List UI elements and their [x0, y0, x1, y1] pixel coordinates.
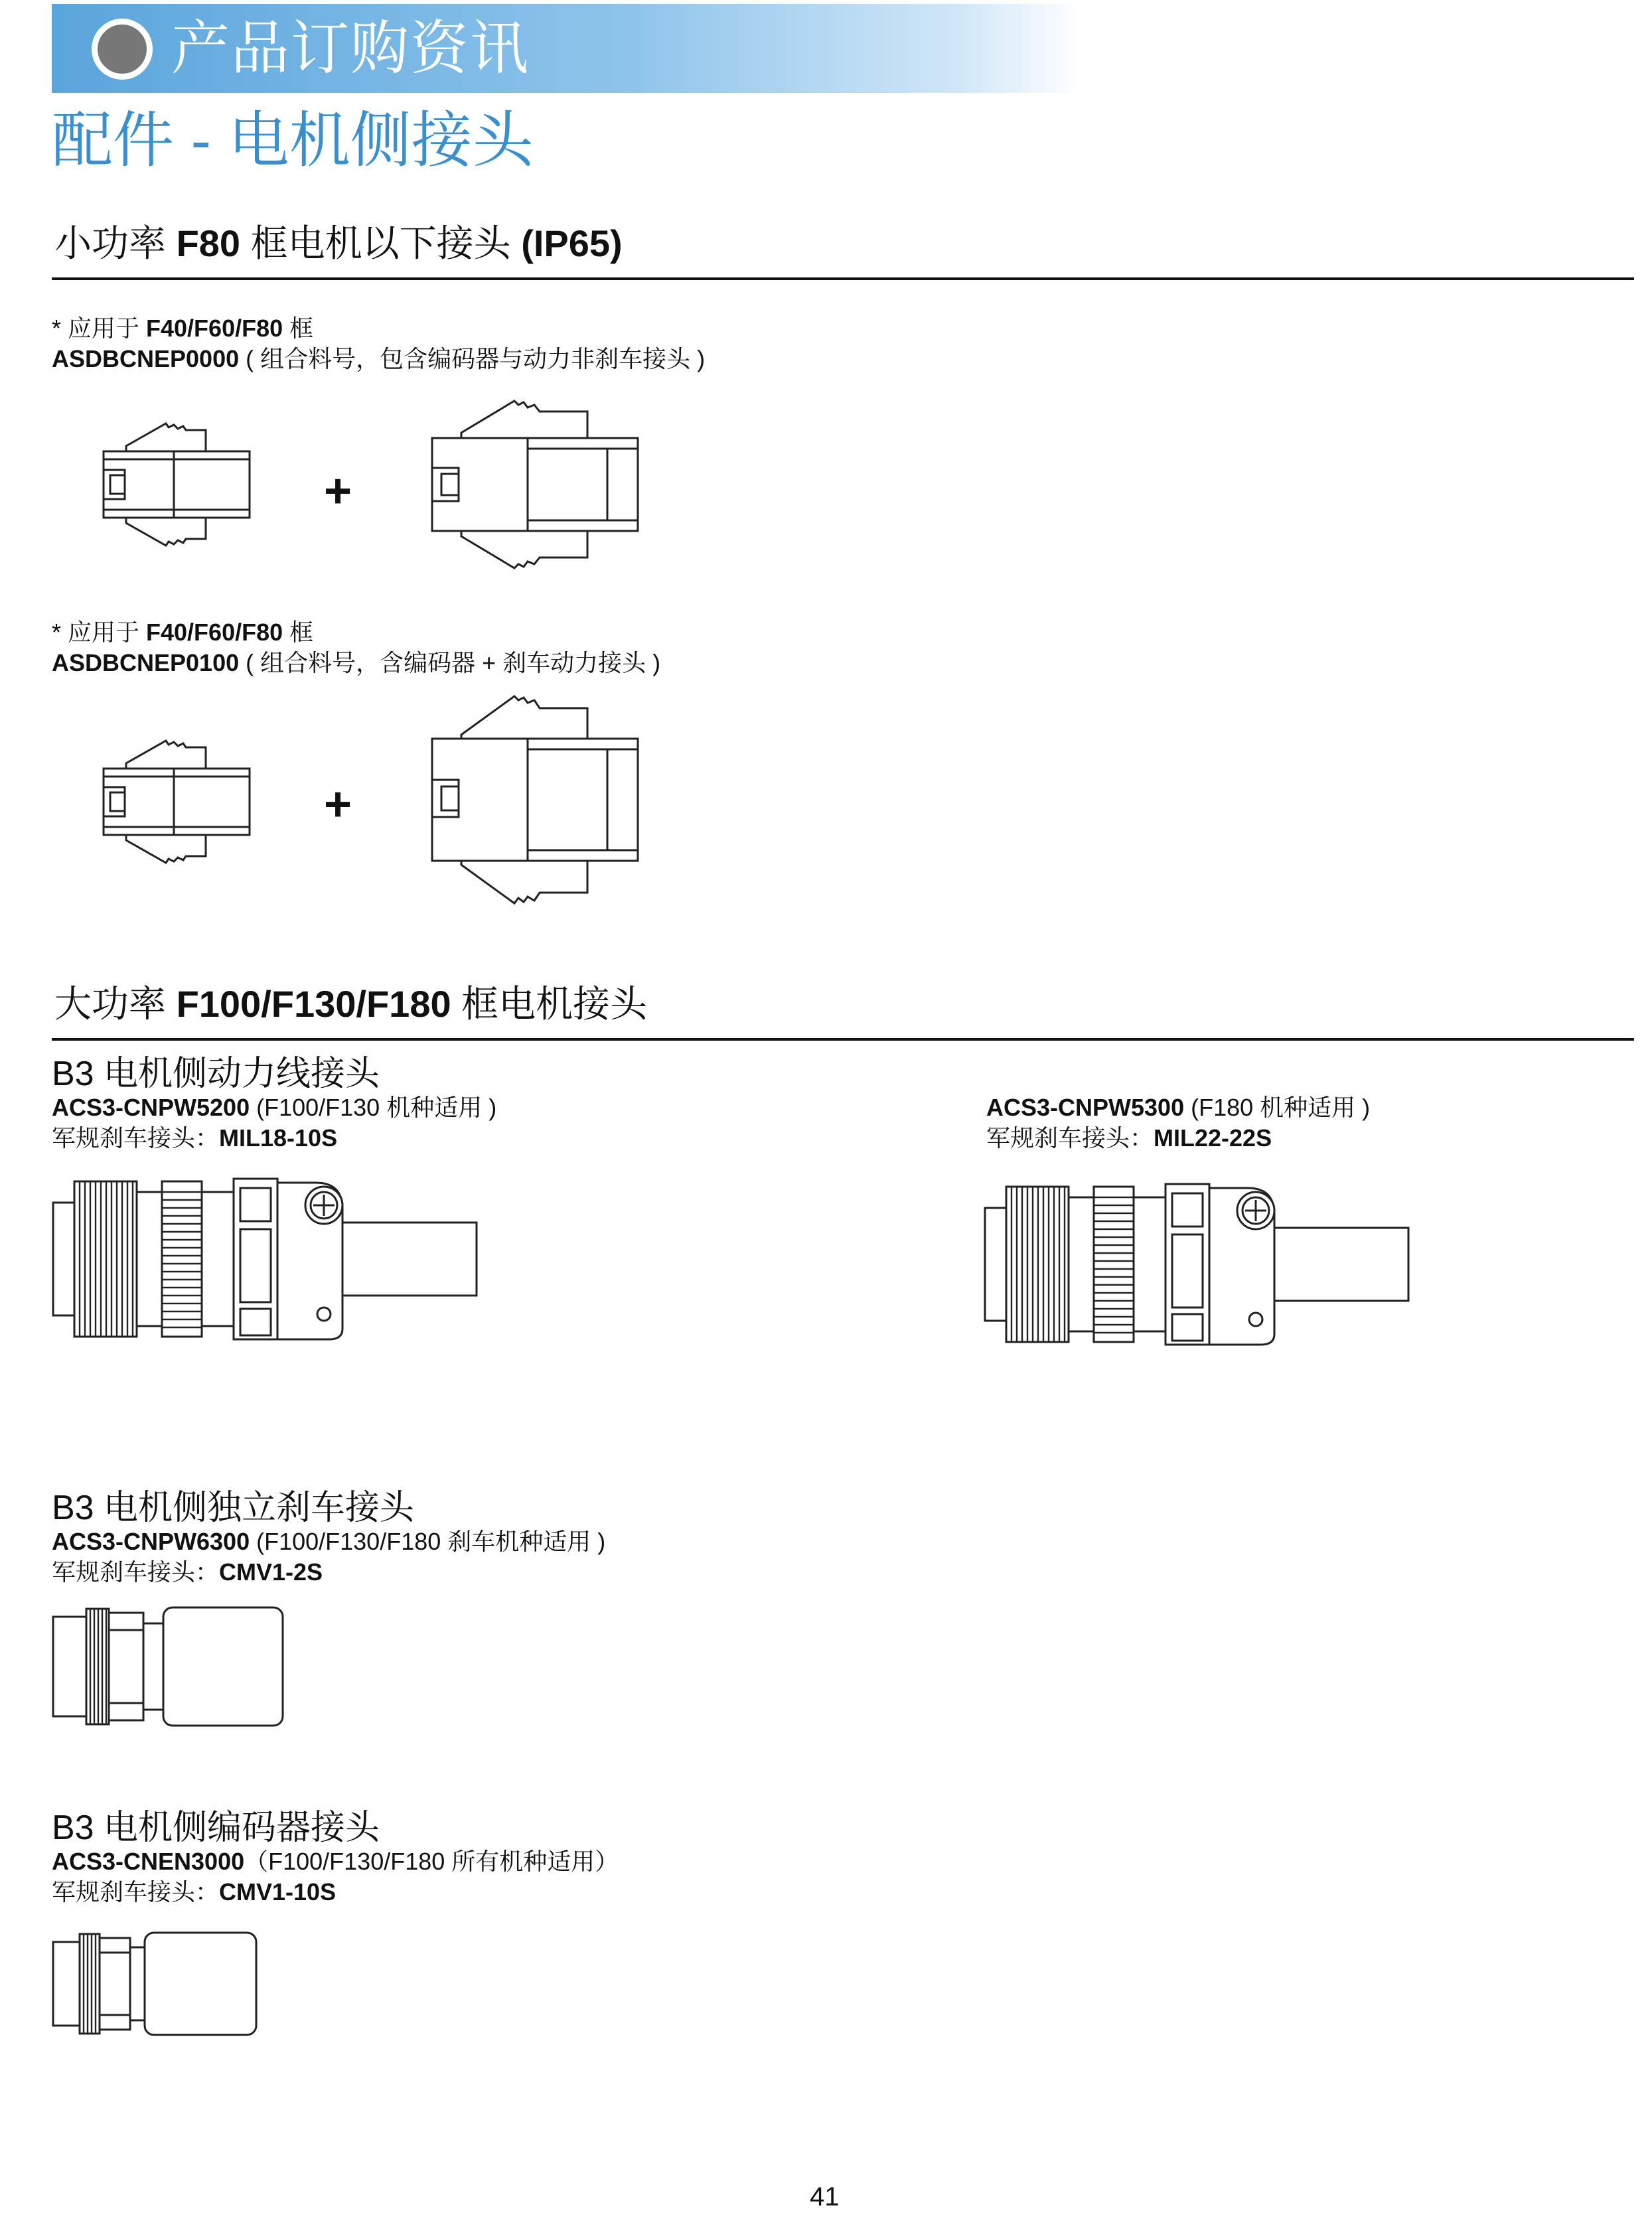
power-right-part-line: ACS3-CNPW5300 (F180 机种适用 ): [986, 1094, 1371, 1121]
brake-part-line: ACS3-CNPW6300 (F100/F130/F180 刹车机种适用 ): [52, 1528, 606, 1555]
item1-part-line: ASDBCNEP0000 ( 组合料号，包含编码器与动力非刹车接头 ): [52, 345, 706, 372]
item2-apply-note: * 应用于 F40/F60/F80 框: [52, 619, 314, 646]
brake-power-connector-drawing: [428, 694, 640, 906]
encoder-part-line: ACS3-CNEN3000（F100/F130/F180 所有机种适用）: [52, 1848, 619, 1875]
banner-title: 产品订购资讯: [171, 15, 530, 81]
brake-mil-line: 军规刹车接头：CMV1-2S: [52, 1558, 323, 1586]
section-small-title: 小功率 F80 框电机以下接头 (IP65): [54, 222, 623, 264]
power-left-part-line: ACS3-CNPW5200 (F100/F130 机种适用 ): [52, 1094, 497, 1121]
small-connector-drawing: [100, 735, 252, 868]
cmv-connector-drawing: [50, 1603, 289, 1730]
page-number: 41: [810, 2182, 840, 2211]
power-right-mil-line: 军规刹车接头：MIL22-22S: [986, 1124, 1272, 1152]
section-large-title: 大功率 F100/F130/F180 框电机接头: [54, 983, 648, 1025]
plus-sign: +: [324, 465, 352, 518]
cmv-connector-drawing: [50, 1929, 263, 2039]
power-connector-heading: B3 电机侧动力线接头: [52, 1055, 380, 1093]
encoder-connector-heading: B3 电机侧编码器接头: [52, 1809, 380, 1847]
bullet-circle-icon: [92, 19, 153, 80]
power-left-mil-line: 军规刹车接头：MIL18-10S: [52, 1124, 338, 1152]
large-connector-drawing: [428, 398, 640, 571]
small-connector-drawing: [100, 418, 252, 551]
item1-apply-note: * 应用于 F40/F60/F80 框: [52, 315, 314, 342]
encoder-mil-line: 军规刹车接头：CMV1-10S: [52, 1878, 337, 1905]
plus-sign: +: [324, 778, 352, 831]
brake-connector-heading: B3 电机侧独立刹车接头: [52, 1489, 415, 1527]
item2-part-line: ASDBCNEP0100 ( 组合料号，含编码器 + 刹车动力接头 ): [52, 649, 661, 676]
page-subtitle: 配件 - 电机侧接头: [52, 107, 534, 175]
section-divider: [52, 1038, 1634, 1041]
section-divider: [52, 277, 1634, 280]
mil-connector-drawing: [50, 1176, 482, 1342]
mil-connector-drawing: [982, 1181, 1414, 1347]
